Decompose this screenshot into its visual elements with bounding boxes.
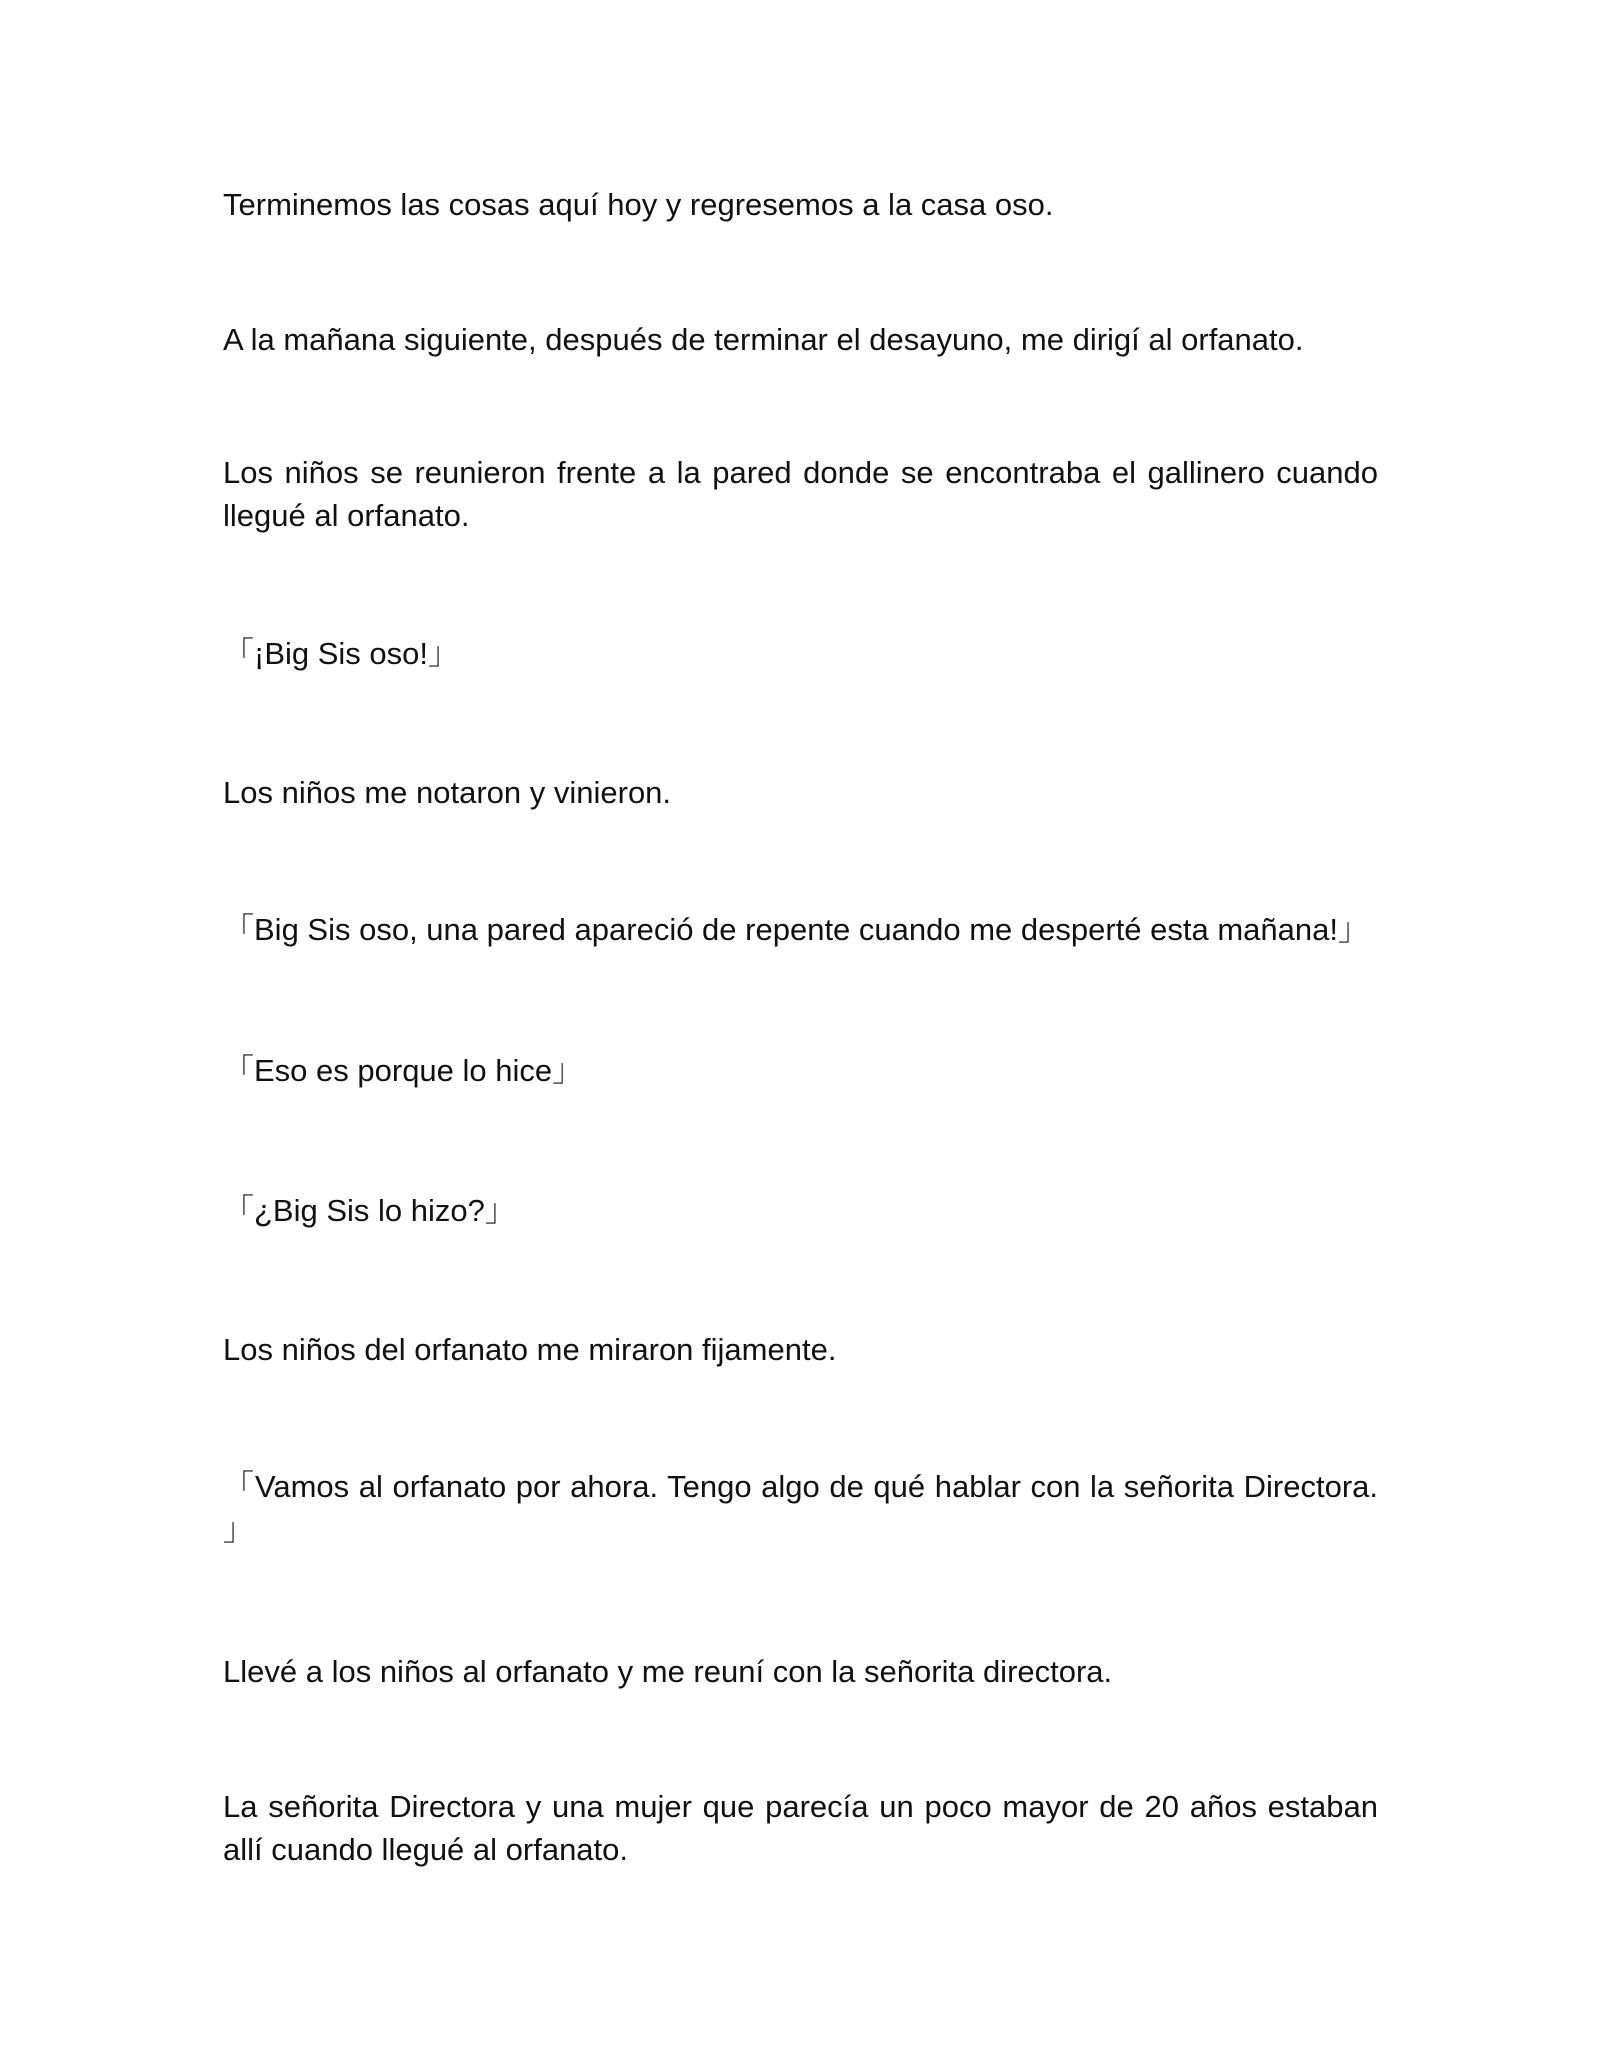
paragraph-4-dialogue: 「¡Big Sis oso!」 (223, 636, 460, 671)
paragraph-1: Terminemos las cosas aquí hoy y regresemos a la casa oso. (223, 187, 1054, 222)
paragraph-3: Los niños se reunieron frente a la pared donde se encontraba el gallinero cuando llegué al orfanato. (223, 455, 1378, 533)
paragraph-5: Los niños me notaron y vinieron. (223, 775, 672, 810)
paragraph-8-dialogue: 「¿Big Sis lo hizo?」 (223, 1193, 516, 1228)
paragraph-2: A la mañana siguiente, después de terminar el desayuno, me dirigí al orfanato. (223, 322, 1304, 357)
paragraph-11: Llevé a los niños al orfanato y me reuní con la señorita directora. (223, 1654, 1113, 1689)
paragraph-6-dialogue: 「Big Sis oso, una pared apareció de repente cuando me desperté esta mañana!」 (223, 912, 1370, 947)
paragraph-10-dialogue: 「Vamos al orfanato por ahora. Tengo algo de qué hablar con la señorita Directora. 」 (223, 1469, 1378, 1547)
paragraph-7-dialogue: 「Eso es porque lo hice」 (223, 1053, 584, 1088)
paragraph-12: La señorita Directora y una mujer que parecía un poco mayor de 20 años estaban allí cuando llegué al orfanato. (223, 1789, 1378, 1867)
paragraph-9: Los niños del orfanato me miraron fijamente. (223, 1332, 837, 1367)
